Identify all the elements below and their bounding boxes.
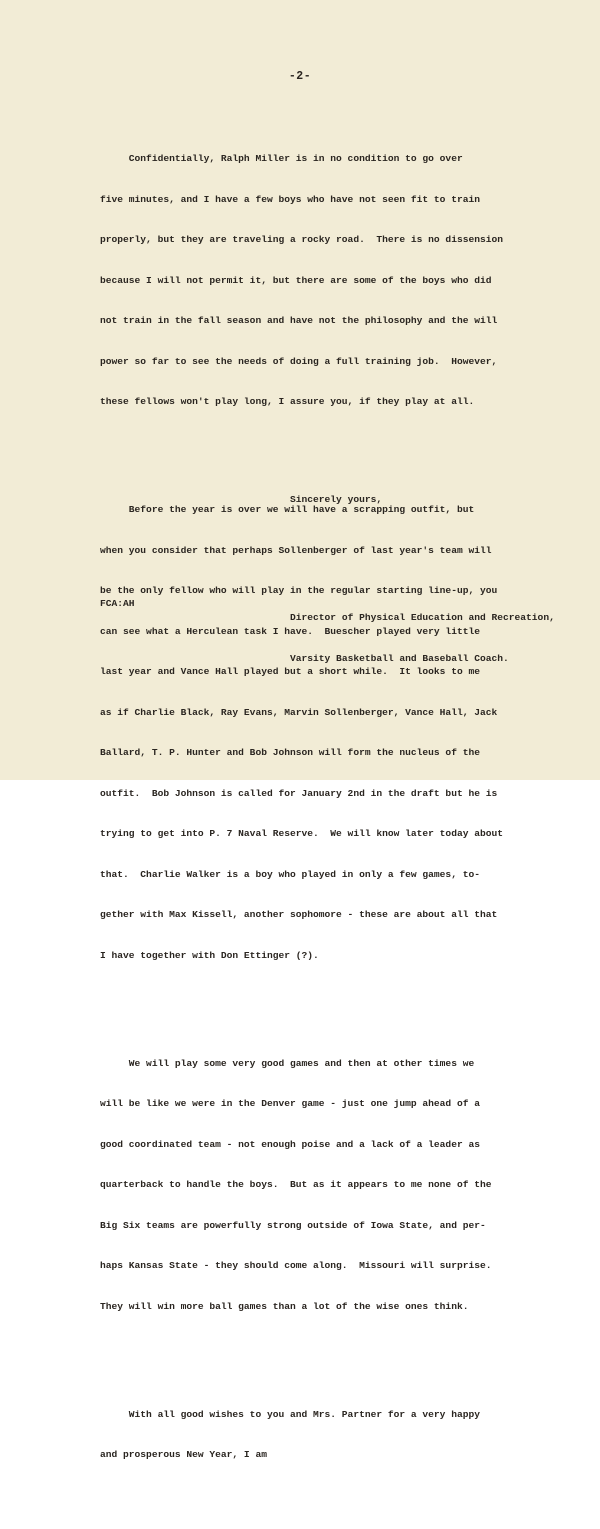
- text-line: With all good wishes to you and Mrs. Partner for a very happy: [100, 1408, 480, 1420]
- text-line: Before the year is over we will have a scrapping outfit, but: [100, 504, 475, 515]
- text-line: five minutes, and I have a few boys who have not seen fit to train: [100, 193, 480, 205]
- text-line: They will win more ball games than a lot of the wise ones think.: [100, 1300, 469, 1312]
- text-line: haps Kansas State - they should come along. Missouri will surprise.: [100, 1260, 492, 1271]
- text-line: We will play some very good games and then at other times we: [100, 1057, 475, 1069]
- text-line: that. Charlie Walker is a boy who played in only a few games, to-: [100, 868, 480, 880]
- text-line: because I will not permit it, but there are some of the boys who did: [100, 274, 492, 286]
- text-line: when you consider that perhaps Sollenberger of last year's team will: [100, 544, 492, 556]
- text-line: good coordinated team - not enough poise and a lack of a leader as: [100, 1138, 480, 1150]
- text-line: trying to get into P. 7 Naval Reserve. We will know later today about: [100, 828, 504, 839]
- paragraph-1: [100, 125, 540, 436]
- text-line: outfit. Bob Johnson is called for January 2nd in the draft but he is: [100, 787, 498, 799]
- text-line: be the only fellow who will play in the regular starting line-up, you: [100, 585, 498, 596]
- text-line: properly, but they are traveling a rocky road. There is no dissension: [100, 234, 504, 245]
- signature-title: [290, 584, 555, 692]
- text-line: power so far to see the needs of doing a full training job. However,: [100, 355, 498, 367]
- text-line: as if Charlie Black, Ray Evans, Marvin Sollenberger, Vance Hall, Jack: [100, 706, 498, 718]
- text-line: can see what a Herculean task I have. Buescher played very little: [100, 625, 480, 637]
- text-line: will be like we were in the Denver game - just one jump ahead of a: [100, 1098, 480, 1109]
- text-line: Confidentially, Ralph Miller is in no condition to go over: [100, 153, 463, 164]
- paragraph-2: [100, 476, 540, 989]
- title-line: Varsity Basketball and Baseball Coach.: [290, 652, 509, 664]
- text-line: and prosperous New Year, I am: [100, 1449, 267, 1460]
- typist-initials: FCA:AH: [100, 598, 135, 609]
- text-line: these fellows won't play long, I assure you, if they play at all.: [100, 396, 475, 407]
- letter-body: [100, 98, 540, 1529]
- page-number: -2-: [288, 70, 312, 83]
- text-line: last year and Vance Hall played but a short while. It looks to me: [100, 666, 480, 677]
- text-line: gether with Max Kissell, another sophomore - these are about all that: [100, 909, 498, 920]
- text-line: Big Six teams are powerfully strong outside of Iowa State, and per-: [100, 1219, 486, 1231]
- text-line: quarterback to handle the boys. But as it appears to me none of the: [100, 1179, 492, 1190]
- paragraph-3: [100, 1030, 540, 1341]
- closing: Sincerely yours,: [290, 494, 383, 505]
- text-line: Ballard, T. P. Hunter and Bob Johnson will form the nucleus of the: [100, 747, 480, 758]
- paragraph-4: [100, 1381, 540, 1489]
- text-line: I have together with Don Ettinger (?).: [100, 949, 319, 961]
- title-line: Director of Physical Education and Recreation,: [290, 612, 555, 623]
- text-line: not train in the fall season and have not the philosophy and the will: [100, 315, 498, 326]
